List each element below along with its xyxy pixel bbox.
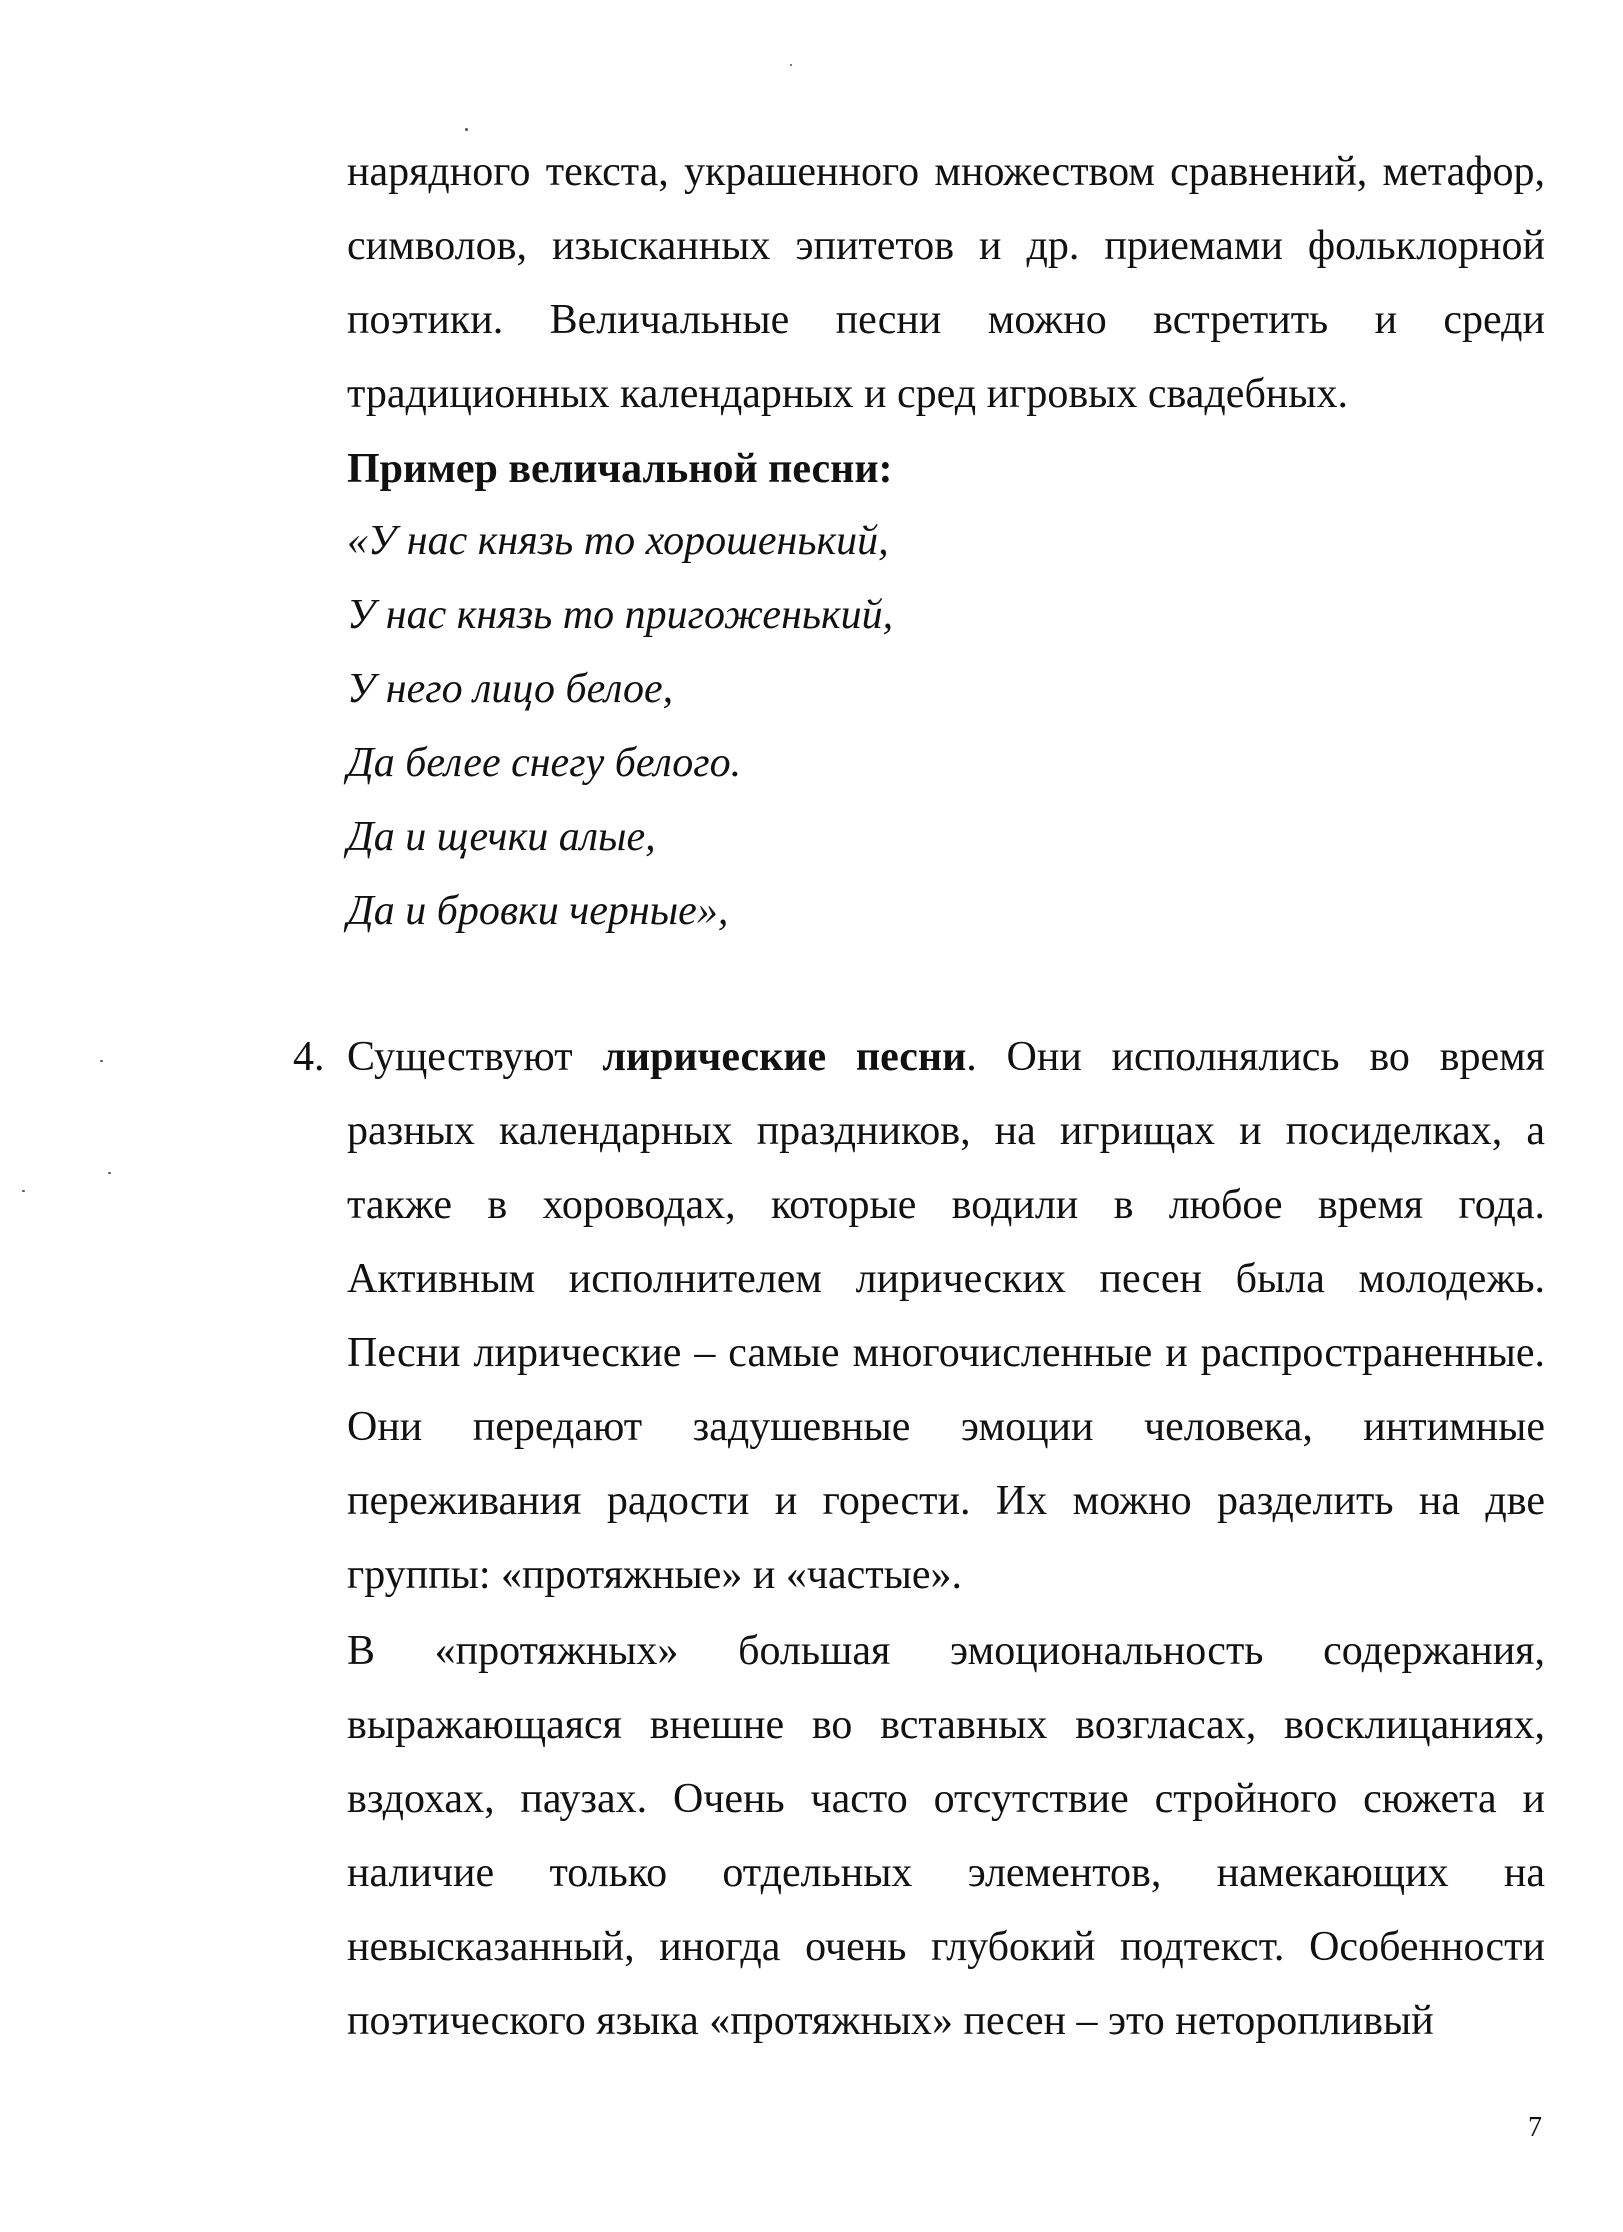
scan-speck xyxy=(790,64,792,66)
scan-speck xyxy=(22,1190,25,1192)
poem-line: Да и щечки алые, xyxy=(347,814,656,860)
poem-line: У нас князь то пригоженький, xyxy=(347,592,894,638)
intro-text: нарядного текста, украшенного множеством сравнений, метафор, символов, изысканных эпитетов и др. приемами фольклорной поэтики. Величальные песни можно встретить и среди традиционных календарных и сред игровых свадебных. xyxy=(347,149,1545,417)
poem-line: «У нас князь то хорошенький, xyxy=(347,518,889,564)
protracted-songs-paragraph xyxy=(347,1614,1545,2058)
scan-speck xyxy=(465,128,468,131)
list-number: 4. xyxy=(293,1034,325,1080)
lyric-songs-term: лирические песни xyxy=(602,1034,967,1080)
example-heading: Пример величальной песни: xyxy=(347,446,893,492)
page-number: 7 xyxy=(1528,2112,1542,2143)
example-poem xyxy=(347,504,1545,948)
protracted-songs-text: В «протяжных» большая эмоциональность содержания, выражающаяся внешне во вставных возгласах, восклицаниях, вздохах, паузах. Очень часто отсутствие стройного сюжета и наличие только отдельных элементов, намекающих на невысказанный, иногда очень глубокий подтекст. Особенности поэтического языка «протяжных» песен – это неторопливый xyxy=(347,1628,1545,2044)
poem-line: У него лицо белое, xyxy=(347,666,674,712)
section-body-text: . Они исполнялись во время разных календарных праздников, на игрищах и посиделках, а также в хороводах, которые водили в любое время года. Активным исполнителем лирических песен была молодежь. Песни лирические – самые многочисленные и распространенные. Они передают задушевные эмоции человека, интимные переживания радости и горести. Их можно разделить на две группы: «протяжные» и «частые». xyxy=(347,1034,1545,1598)
poem-line: Да и бровки черные», xyxy=(347,888,729,934)
scan-speck xyxy=(108,1172,111,1174)
numbered-item-4 xyxy=(293,1020,1545,1612)
poem-line: Да белее снегу белого. xyxy=(347,740,742,786)
intro-paragraph xyxy=(347,135,1545,431)
scan-speck xyxy=(100,1060,103,1062)
section-lead-text: Существуют xyxy=(347,1034,603,1080)
